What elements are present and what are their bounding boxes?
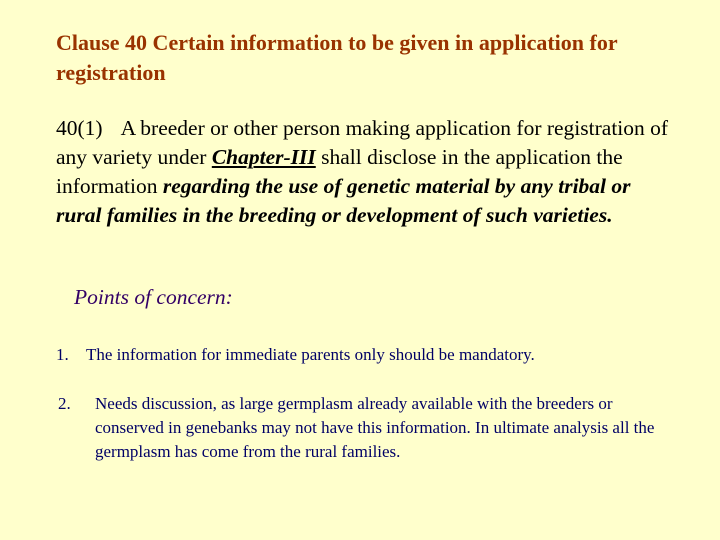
concern-item-1 [56,343,676,369]
clause-text-part1: A breeder or other person making application for registration of any variety under [56,116,669,169]
clause-paragraph [56,114,676,230]
clause-text-part2: shall disclose in the application the information [56,145,623,198]
concern-item-2 [58,392,668,472]
clause-number: 40(1) [56,116,103,140]
chapter-reference: Chapter-III [211,145,316,169]
concern-item-number: 2. [58,394,71,413]
concern-item-text: Needs discussion, as large germplasm already available with the breeders or conserved in genebanks may not have this information. In ultimate analysis all the germplasm has come from the rural families. [95,394,655,461]
concern-item-text: The information for immediate parents only should be mandatory. [86,345,535,364]
concern-item-number: 1. [56,345,69,364]
concerns-heading: Points of concern: [74,285,233,309]
clause-emphasis: regarding the use of genetic material by any tribal or rural families in the breeding or development of such varieties. [56,174,631,227]
clause-title: Clause 40 Certain information to be given in application for registration [56,30,618,85]
